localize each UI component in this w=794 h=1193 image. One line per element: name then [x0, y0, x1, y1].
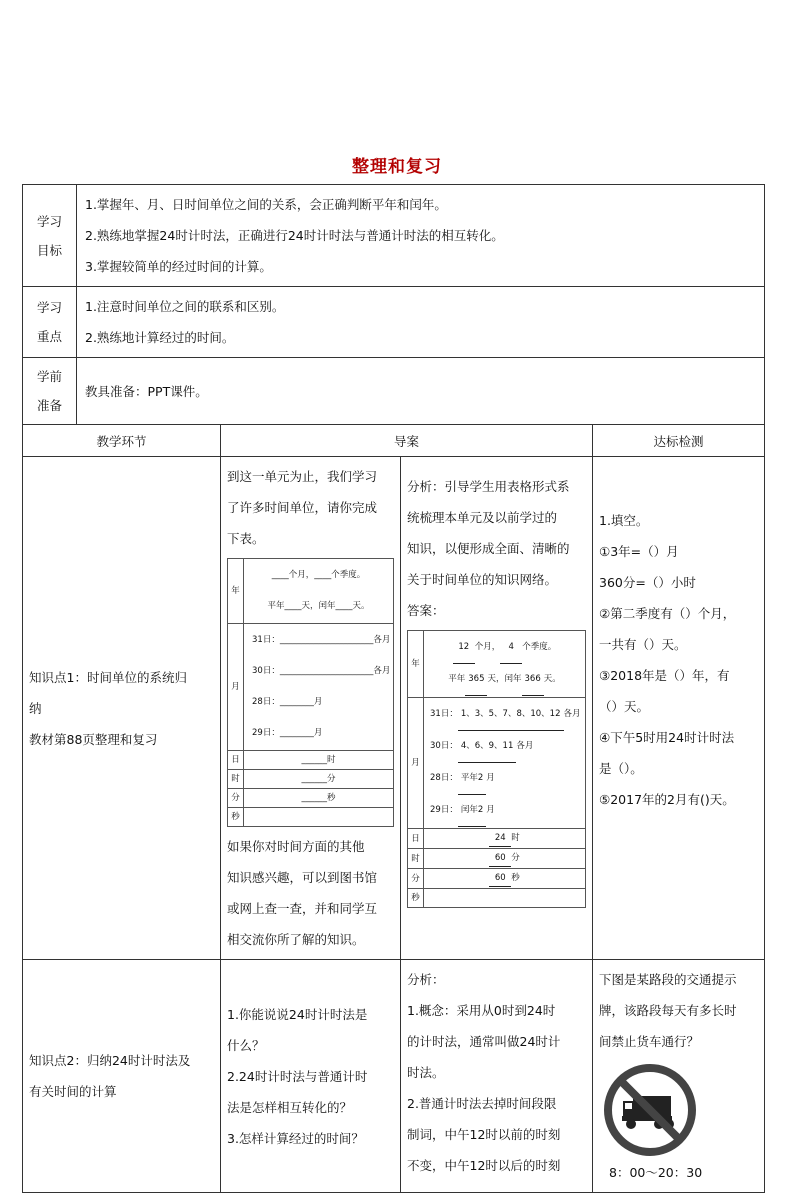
header-row: [23, 425, 765, 457]
header-guide: 导案: [221, 425, 593, 457]
page-title: 整理和复习: [352, 157, 442, 177]
no-truck-sign-icon: [603, 1063, 697, 1157]
blank-time-table: 年 ____个月，____个季度。 平年____天，闰年____天。 月 31日：______________________各月 30日：______________________各月 28日：________月 29日：________月 日 ______时 时 ______分 分 ______秒 秒: [227, 558, 394, 827]
k2-guide: 1.你能说说24时计时法是 什么？ 2.24时计时法与普通计时 法是怎样相互转化的？ 3.怎样计算经过的时间？: [221, 960, 401, 1193]
prep-row: [23, 358, 765, 425]
goals-label: 学习 目标: [23, 185, 77, 287]
focus-label: 学习 重点: [23, 287, 77, 358]
k2-analysis: 分析： 1.概念：采用从0时到24时 的计时法，通常叫做24时计 时法。 2.普通计时法去掉时间段限 制词，中午12时以前的时刻 不变，中午12时以后的时刻: [401, 960, 593, 1193]
goal-item: 1.掌握年、月、日时间单位之间的关系，会正确判断平年和闰年。: [85, 197, 447, 212]
focus-row: [23, 287, 765, 358]
k1-analysis: 分析：引导学生用表格形式系 统梳理本单元及以前学过的 知识，以便形成全面、清晰的 关于时间单位的知识网络。 答案： 年 12 个月， 4 个季度。 平年 365 天，闰年 366 天。 月 31日： 1、3、5、7、8、10、12 各月 30日： 4、6、9、11 各月 28日： 平年2 月 29日： 闰年2 月 日 24 时 时 60 分 分 60 秒 秒: [401, 457, 593, 960]
k1-row: [23, 457, 765, 960]
goal-item: 3.掌握较简单的经过时间的计算。: [85, 259, 272, 274]
k2-row: [23, 960, 765, 1193]
answer-time-table: 年 12 个月， 4 个季度。 平年 365 天，闰年 366 天。 月 31日： 1、3、5、7、8、10、12 各月 30日： 4、6、9、11 各月 28日： 平年2 月 29日： 闰年2 月 日 24 时 时 60 分 分 60 秒 秒: [407, 630, 586, 908]
goals-row: [23, 185, 765, 287]
k1-title: 知识点1：时间单位的系统归 纳 教材第88页整理和复习: [23, 457, 221, 960]
sign-time: 8：00～20：30: [609, 1165, 703, 1180]
focus-content: [77, 287, 765, 358]
k2-title: 知识点2：归纳24时计时法及 有关时间的计算: [23, 960, 221, 1193]
header-test: 达标检测: [593, 425, 765, 457]
focus-item: 2.熟练地计算经过的时间。: [85, 330, 235, 345]
lesson-table: [22, 184, 765, 1193]
prep-content: 教具准备：PPT课件。: [77, 358, 765, 425]
k2-test: 下图是某路段的交通提示 牌，该路段每天有多长时 间禁止货车通行？ 8：00～20：30: [593, 960, 765, 1193]
focus-item: 1.注意时间单位之间的联系和区别。: [85, 299, 285, 314]
goal-item: 2.熟练地掌握24时计时法，正确进行24时计时法与普通计时法的相互转化。: [85, 228, 504, 243]
goals-content: [77, 185, 765, 287]
header-teaching-stage: 教学环节: [23, 425, 221, 457]
k1-guide: 到这一单元为止，我们学习 了许多时间单位，请你完成 下表。 年 ____个月，____个季度。 平年____天，闰年____天。 月 31日：______________________各月 30日：______________________各月 28日：________月 29日：________月 日 ______时 时 ______分 分 ______秒 秒 如果你对时间方面的其他 知识感兴趣，可以到图书馆 或网上查一查，并和同学互 相交流你所了解的知识。: [221, 457, 401, 960]
prep-label: 学前 准备: [23, 358, 77, 425]
k1-test: 1.填空。 ①3年=（）月 360分=（）小时 ②第二季度有（）个月， 一共有（）天。 ③2018年是（）年，有 （）天。 ④下午5时用24时计时法 是（）。 ⑤2017年的2月有()天。: [593, 457, 765, 960]
